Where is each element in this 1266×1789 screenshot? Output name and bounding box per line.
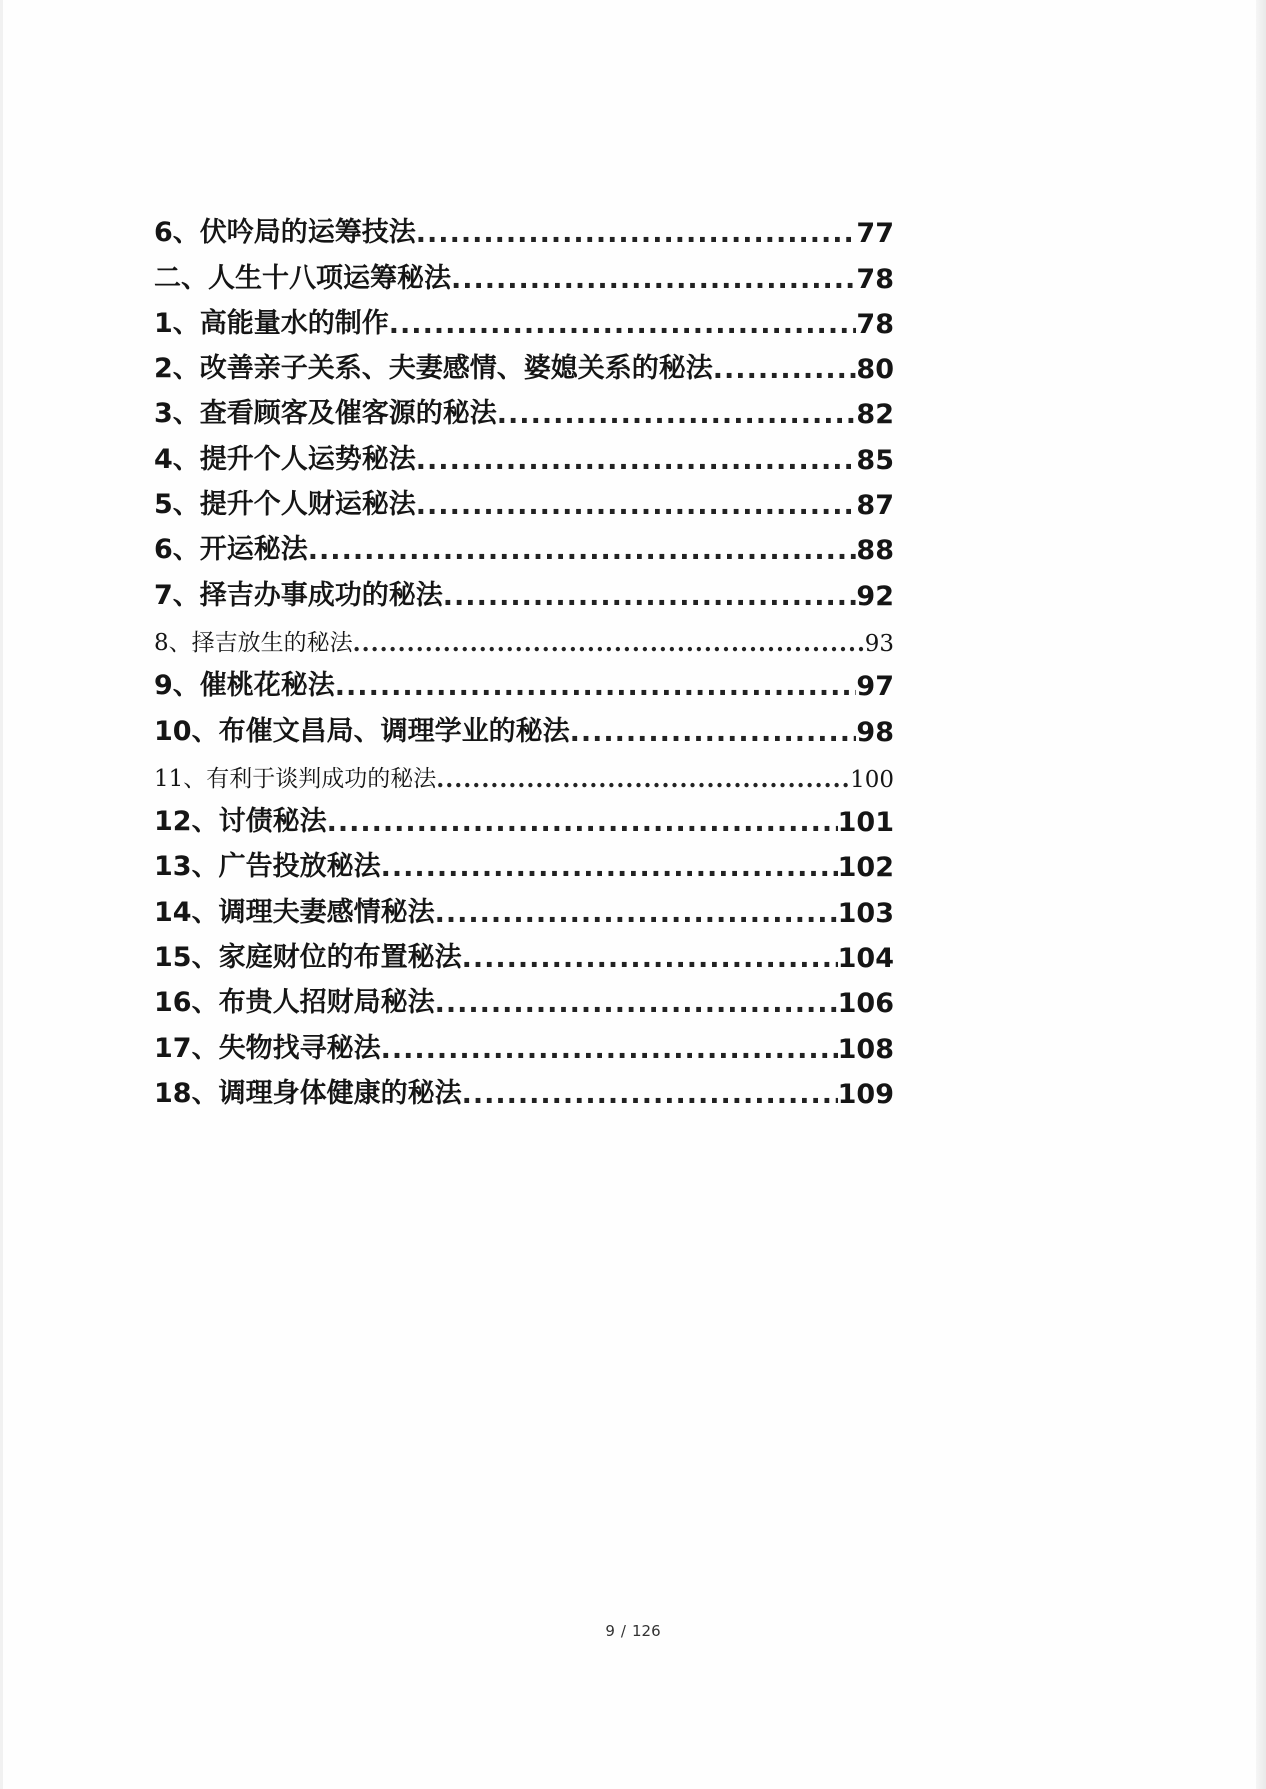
toc-entry-title: 6、开运秘法 — [154, 534, 308, 566]
page-number-footer — [0, 1622, 1266, 1640]
toc-entry-title: 8、择吉放生的秘法 — [154, 629, 353, 656]
toc-entry — [154, 612, 894, 657]
toc-entry-page: 87 — [856, 490, 894, 522]
toc-leader-dots — [327, 807, 838, 838]
toc-entry — [154, 929, 894, 974]
toc-entry — [154, 974, 894, 1019]
page-separator: / — [620, 1622, 626, 1640]
toc-entry-page: 98 — [856, 716, 894, 748]
toc-entry-title: 7、择吉办事成功的秘法 — [154, 579, 443, 611]
toc-entry — [154, 521, 894, 566]
current-page-number: 9 — [605, 1622, 615, 1640]
toc-entry-page: 78 — [856, 308, 894, 340]
toc-entry-title: 10、布催文昌局、调理学业的秘法 — [154, 715, 570, 747]
toc-entry-title: 5、提升个人财运秘法 — [154, 489, 416, 521]
toc-leader-dots — [436, 766, 850, 793]
toc-entry-title: 1、高能量水的制作 — [154, 307, 389, 339]
toc-entry-title: 2、改善亲子关系、夫妻感情、婆媳关系的秘法 — [154, 353, 713, 385]
toc-entry — [154, 748, 894, 793]
toc-leader-dots — [416, 445, 857, 476]
toc-leader-dots — [713, 354, 857, 385]
page-edge-right — [1256, 0, 1266, 1789]
toc-entry-page: 85 — [856, 444, 894, 476]
toc-entry-page: 82 — [856, 399, 894, 431]
toc-entry-page: 102 — [837, 852, 894, 884]
toc-leader-dots — [416, 218, 857, 249]
toc-entry-title: 6、伏吟局的运筹技法 — [154, 217, 416, 249]
toc-entry-page: 100 — [850, 766, 894, 793]
toc-leader-dots — [570, 717, 857, 748]
toc-entry-page: 106 — [837, 988, 894, 1020]
toc-entry — [154, 249, 894, 294]
toc-entry — [154, 566, 894, 611]
toc-leader-dots — [381, 1034, 838, 1065]
toc-leader-dots — [435, 898, 838, 929]
toc-entry-page: 101 — [837, 807, 894, 839]
toc-entry-page: 80 — [856, 354, 894, 386]
toc-entry-title: 4、提升个人运势秘法 — [154, 443, 416, 475]
toc-leader-dots — [451, 264, 856, 295]
toc-entry-title: 9、催桃花秘法 — [154, 670, 335, 702]
toc-entry — [154, 1065, 894, 1110]
toc-entry — [154, 793, 894, 838]
toc-entry-title: 3、查看顾客及催客源的秘法 — [154, 398, 497, 430]
toc-leader-dots — [335, 671, 857, 702]
toc-entry — [154, 340, 894, 385]
toc-entry-page: 109 — [837, 1078, 894, 1110]
toc-entry-title: 14、调理夫妻感情秘法 — [154, 896, 435, 928]
table-of-contents — [154, 204, 894, 1110]
toc-entry-page: 108 — [837, 1033, 894, 1065]
toc-entry-page: 97 — [856, 671, 894, 703]
toc-entry — [154, 204, 894, 249]
toc-entry-page: 78 — [856, 263, 894, 295]
toc-entry — [154, 476, 894, 521]
toc-entry — [154, 430, 894, 475]
toc-entry-page: 88 — [856, 535, 894, 567]
toc-entry — [154, 295, 894, 340]
toc-leader-dots — [462, 943, 838, 974]
toc-leader-dots — [389, 309, 857, 340]
toc-entry-title: 15、家庭财位的布置秘法 — [154, 942, 462, 974]
toc-entry-page: 93 — [864, 630, 894, 657]
toc-entry-title: 12、讨债秘法 — [154, 806, 327, 838]
toc-entry-title: 16、布贵人招财局秘法 — [154, 987, 435, 1019]
toc-leader-dots — [381, 852, 838, 883]
toc-entry-page: 104 — [837, 943, 894, 975]
toc-entry — [154, 657, 894, 702]
toc-entry-title: 17、失物找寻秘法 — [154, 1032, 381, 1064]
toc-entry — [154, 702, 894, 747]
toc-entry-title: 二、人生十八项运筹秘法 — [154, 262, 451, 294]
toc-entry-page: 92 — [856, 580, 894, 612]
toc-entry — [154, 838, 894, 883]
toc-leader-dots — [353, 630, 865, 657]
toc-entry-title: 11、有利于谈判成功的秘法 — [154, 765, 437, 792]
toc-leader-dots — [462, 1079, 838, 1110]
toc-leader-dots — [435, 988, 838, 1019]
toc-entry — [154, 883, 894, 928]
toc-entry-page: 103 — [837, 897, 894, 929]
toc-leader-dots — [308, 535, 857, 566]
total-page-count: 126 — [631, 1622, 661, 1640]
page-edge-left — [0, 0, 3, 1789]
toc-entry-title: 13、广告投放秘法 — [154, 851, 381, 883]
toc-entry — [154, 1019, 894, 1064]
toc-leader-dots — [497, 399, 857, 430]
toc-leader-dots — [443, 581, 857, 612]
toc-entry-page: 77 — [856, 218, 894, 250]
toc-leader-dots — [416, 490, 857, 521]
toc-entry — [154, 385, 894, 430]
toc-entry-title: 18、调理身体健康的秘法 — [154, 1077, 462, 1109]
